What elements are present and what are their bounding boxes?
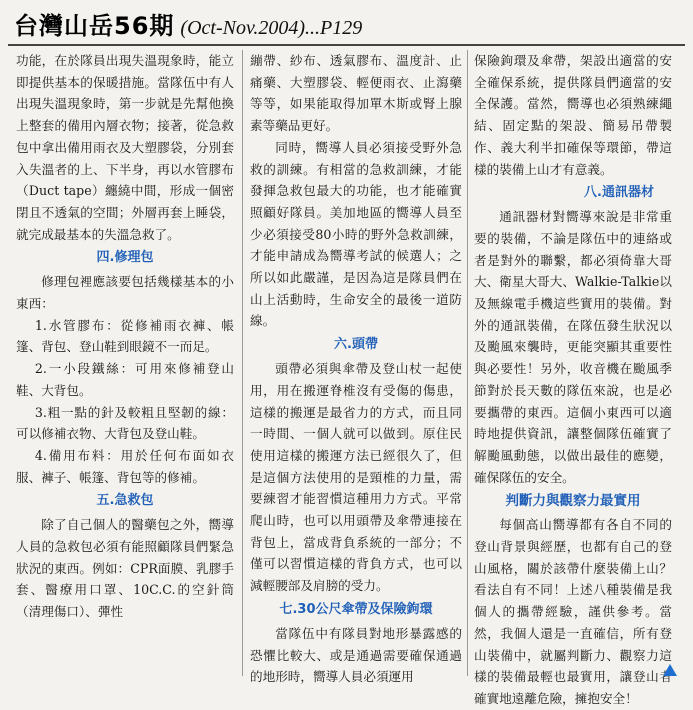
column-3	[474, 50, 672, 706]
paragraph: 同時，嚮導人員必須接受野外急救的訓練。有相當的急救訓練，才能發揮急救包最大的功能，也才能確實照顧好隊員。美加地區的嚮導人員至少必須接受80小時的野外急救訓練，才能申請成為嚮導考試的候選人；之所以如此嚴謹，是因為這是隊員們在山上活動時，生命安全的最後一道防線。	[250, 139, 462, 329]
issue-info: (Oct-Nov.2004)...P129	[180, 17, 363, 39]
magazine-title: 台灣山岳56期	[14, 12, 175, 40]
list-item: 4.備用布料：用於任何布面如衣服、褲子、帳篷、背包等的修補。	[16, 447, 234, 485]
column-divider	[242, 50, 243, 676]
section-heading: 八.通訊器材	[584, 185, 654, 201]
column-divider	[467, 50, 468, 676]
repair-kit-list	[16, 315, 234, 489]
section-heading: 四.修理包	[96, 250, 154, 266]
section-heading: 七.30公尺傘帶及保險鉤環	[279, 601, 433, 617]
paragraph: 通訊器材對嚮導來說是非常重要的裝備，不論是隊伍中的連絡或者是對外的聯繫，都必須倚靠大哥大、衛星大哥大、Walkie-Talkie以及無線電手機這些實用的裝備。對外的通訊裝備，在隊伍發生狀況以及颱風來襲時，更能突顯其重要性與必要性！另外，收音機在颱風季節對於長天數的隊伍來說，也是必要攜帶的東西。這個小東西可以適時地提供資訊，讓整個隊伍確實了解颱風動態，以做出最佳的應變，確保隊伍的安全。	[474, 209, 672, 485]
header-rule	[8, 44, 685, 46]
section-heading: 判斷力與觀察力最實用	[505, 493, 641, 510]
list-item: 1.水管膠布：從修補雨衣褲、帳篷、背包、登山鞋到眼鏡不一而足。	[16, 317, 234, 355]
paragraph: 除了自己個人的醫藥包之外，嚮導人員的急救包必須有能照顧隊員們緊急狀況的東西。例如：CPR面膜、乳膠手套、醫療用口罩、10C.C.的空針筒（清理傷口）、彈性	[16, 517, 234, 620]
page-header	[14, 6, 362, 42]
section-heading: 五.急救包	[96, 493, 154, 509]
paragraph: 修理包裡應該要包括幾樣基本的小東西：	[16, 274, 234, 312]
paragraph: 功能，在於隊員出現失溫現象時，能立即提供基本的保暖措施。當隊伍中有人出現失溫現象時，第一步就是先幫他換上整套的備用內層衣物；接著，從急救包中拿出備用雨衣及大塑膠袋，分別套入失溫者的上、下半身，再以水管膠布（Duct tape）纏繞中間，形成一個密閉且不透氣的空間；外層再套上睡袋，就完成最基本的失溫急救了。	[16, 53, 234, 242]
paragraph: 繃帶、紗布、透氣膠布、溫度計、止痛藥、大塑膠袋、輕便雨衣、止瀉藥等等，如果能取得加單木斯或腎上腺素等藥品更好。	[250, 53, 462, 134]
list-item: 2.一小段鐵絲：可用來修補登山鞋、大背包。	[16, 361, 234, 398]
column-1	[16, 50, 234, 686]
list-item: 3.粗一點的針及較粗且堅韌的線：可以修補衣物、大背包及登山鞋。	[16, 404, 234, 442]
column-2	[250, 50, 462, 686]
paragraph: 頭帶必須與傘帶及登山杖一起使用，用在搬運脊椎沒有受傷的傷患，這樣的搬運是最省力的方式，而且同一時間、一個人就可以做到。原住民使用這樣的搬運方法已經很久了，但是這個方法使用的是頸椎的力量，需要練習才能習慣這種用力方式。平常爬山時，也可以用頭帶及傘帶連接在背包上，當成背負系統的一部分；不僅可以習慣這樣的背負方式，也可以減輕腰部及肩膀的受力。	[250, 361, 462, 594]
paragraph: 當隊伍中有隊員對地形暴露感的恐懼比較大、或是通過需要確保通過的地形時，嚮導人員必須運用	[250, 625, 462, 685]
paragraph: 每個高山嚮導都有各自不同的登山背景與經歷，也都有自己的登山風格，關於該帶什麼裝備上山？看法自有不同！上述八種裝備是我個人的攜帶經驗，謹供參考。當然，我個人還是一直確信，所有登山裝備中，就屬判斷力、觀察力這樣的裝備最輕也最實用，讓登山者確實地遠離危險，擁抱安全！	[474, 517, 672, 706]
paragraph: 保險鉤環及傘帶，架設出適當的安全確保系統，提供隊員們適當的安全保護。當然，嚮導也必須熟練繩結、固定點的架設、簡易吊帶製作、義大利半扣確保等環節，帶這樣的裝備上山才有意義。	[474, 53, 672, 177]
up-triangle-icon	[663, 664, 677, 676]
section-heading: 六.頭帶	[334, 337, 378, 353]
